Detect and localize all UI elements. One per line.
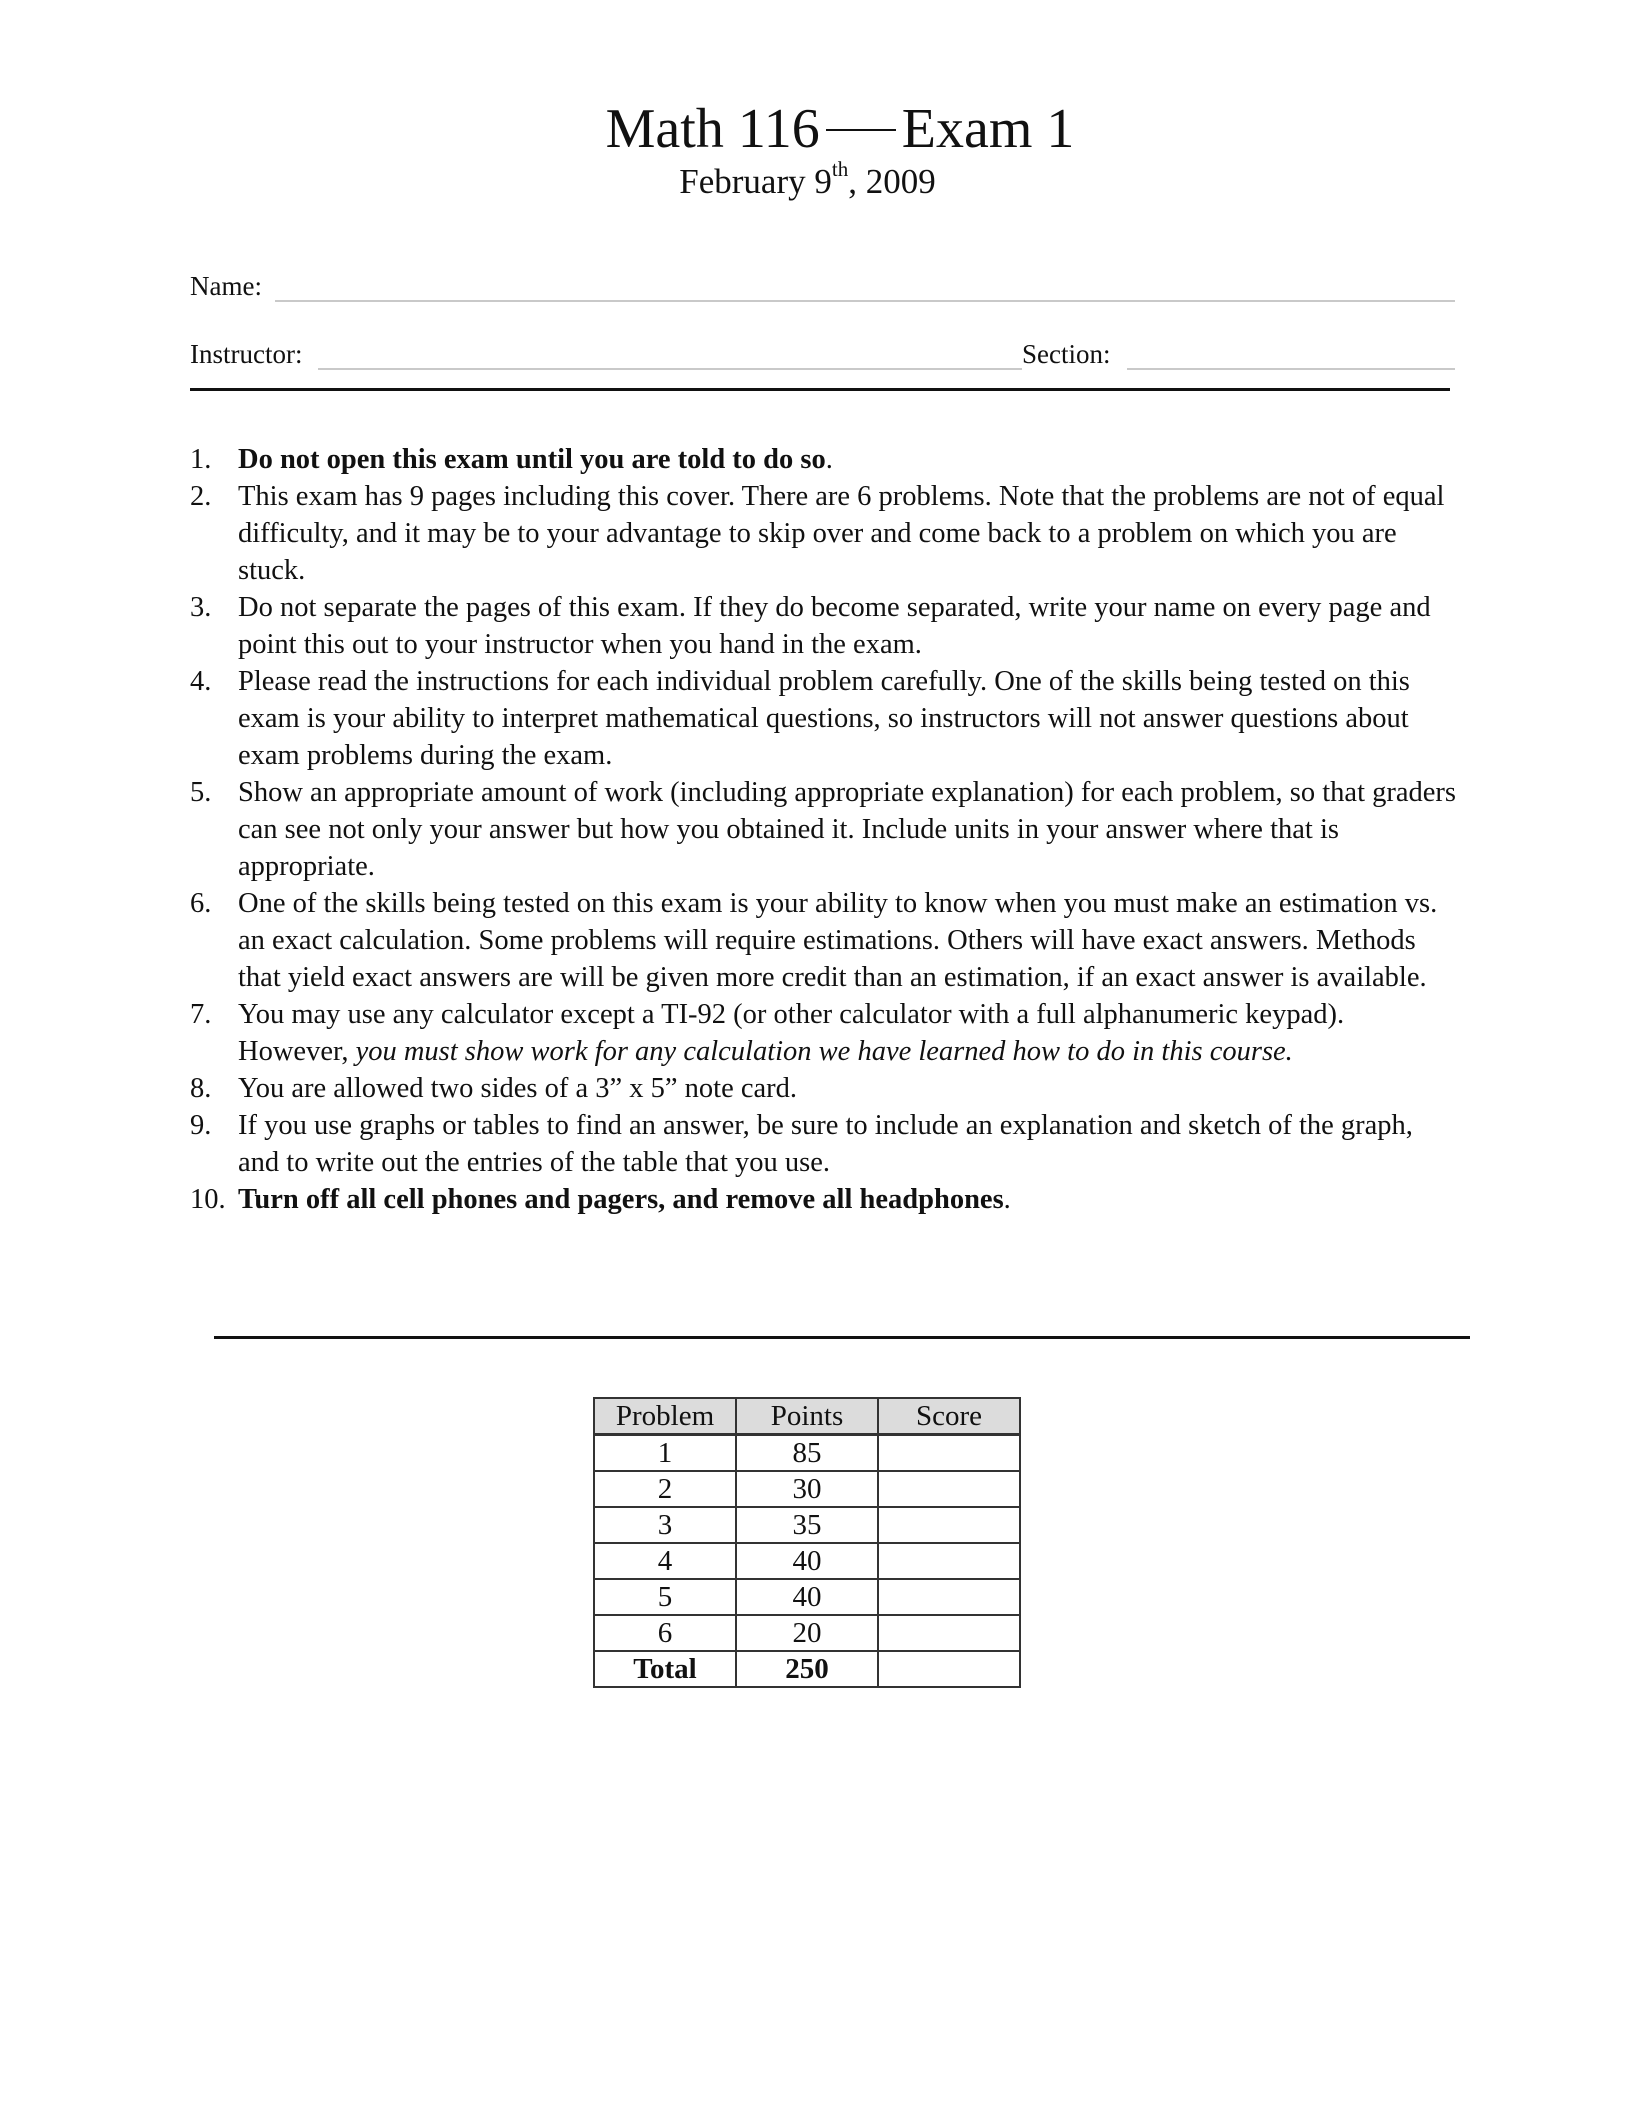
instructor-label: Instructor: [190,339,303,369]
score-table [593,1397,1021,1688]
instruction-text: This exam has 9 pages including this cover. There are 6 problems. Note that the problems are not of equal difficulty, and it may be to your advantage to skip over and come back to a problem on which you are stuck. [238,481,1445,586]
table-row [594,1579,1020,1615]
table-row [594,1543,1020,1579]
score-cell[interactable] [878,1471,1020,1507]
exam-name: Exam 1 [901,98,1075,160]
total-points-cell: 250 [736,1651,878,1687]
score-cell[interactable] [878,1543,1020,1579]
instruction-bold-text: Turn off all cell phones and pagers, and remove all headphones [238,1184,1004,1215]
instruction-text: . [825,444,833,475]
table-row [594,1435,1020,1472]
header-divider [190,388,1450,391]
instruction-item [190,996,1460,1070]
instruction-number: 2. [190,481,212,512]
points-cell: 40 [736,1543,878,1579]
instruction-text: Do not separate the pages of this exam. If they do become separated, write your name on every page and point this out to your instructor when you hand in the exam. [238,592,1431,660]
instruction-number: 10. [190,1184,226,1215]
score-cell[interactable] [878,1615,1020,1651]
instruction-italic-text: you must show work for any calculation we have learned how to do in this course. [355,1036,1293,1067]
date-ordinal-suffix: th [831,157,849,182]
score-cell[interactable] [878,1507,1020,1543]
instruction-text: You are allowed two sides of a 3” x 5” note card. [238,1073,798,1104]
points-cell: 35 [736,1507,878,1543]
points-cell: 85 [736,1435,878,1472]
instruction-number: 9. [190,1110,212,1141]
problem-cell: 3 [594,1507,736,1543]
total-label-cell: Total [594,1651,736,1687]
score-cell[interactable] [878,1435,1020,1472]
total-score-cell[interactable] [878,1651,1020,1687]
instruction-number: 5. [190,777,212,808]
problem-cell: 6 [594,1615,736,1651]
em-dash [826,129,896,131]
instruction-text: Show an appropriate amount of work (including appropriate explanation) for each problem, so that graders can see not only your answer but how you obtained it. Include units in your answer where that is appropriate. [238,777,1456,882]
points-cell: 40 [736,1579,878,1615]
date-year: , 2009 [848,162,936,201]
instruction-item [190,478,1460,589]
table-row [594,1507,1020,1543]
instructions-list [190,441,1460,1218]
problem-cell: 2 [594,1471,736,1507]
column-header-problem: Problem [594,1398,736,1435]
instruction-item [190,1181,1460,1218]
instruction-number: 6. [190,888,212,919]
problem-cell: 5 [594,1579,736,1615]
instruction-item [190,1070,1460,1107]
instruction-item [190,885,1460,996]
column-header-score: Score [878,1398,1020,1435]
name-label: Name: [190,271,262,301]
instruction-text: If you use graphs or tables to find an answer, be sure to include an explanation and sketch of the graph, and to write out the entries of the table that you use. [238,1110,1413,1178]
score-cell[interactable] [878,1579,1020,1615]
instruction-text: Please read the instructions for each individual problem carefully. One of the skills being tested on this exam is your ability to interpret mathematical questions, so instructors will not answer questions about exam problems during the exam. [238,666,1410,771]
instruction-number: 4. [190,666,212,697]
problem-cell: 1 [594,1435,736,1472]
instruction-item [190,441,1460,478]
instruction-number: 1. [190,444,212,475]
section-label: Section: [1022,339,1111,369]
instruction-bold-text: Do not open this exam until you are told to do so [238,444,826,475]
points-cell: 20 [736,1615,878,1651]
table-row [594,1471,1020,1507]
course-name: Math 116 [605,98,820,160]
instruction-text: . [1003,1184,1011,1215]
exam-date [0,157,1615,204]
instruction-text: You may use any calculator except a TI-92 (or other calculator with a full alphanumeric keypad). However, [238,999,1345,1067]
total-row [594,1651,1020,1687]
score-table-header-row [594,1398,1020,1435]
instructor-field[interactable] [318,368,1022,370]
instruction-item [190,774,1460,885]
date-month-day: February 9 [679,162,832,201]
exam-title [0,96,1640,162]
column-header-points: Points [736,1398,878,1435]
instruction-number: 8. [190,1073,212,1104]
points-cell: 30 [736,1471,878,1507]
instruction-text: One of the skills being tested on this exam is your ability to know when you must make an estimation vs. an exact calculation. Some problems will require estimations. Others will have exact answers. Methods that yield exact answers are will be given more credit than an estimation, if an exact answer is available. [238,888,1438,993]
name-field[interactable] [275,300,1455,302]
problem-cell: 4 [594,1543,736,1579]
table-row [594,1615,1020,1651]
instruction-number: 7. [190,999,212,1030]
instruction-number: 3. [190,592,212,623]
section-field[interactable] [1127,368,1455,370]
instructions-divider [214,1336,1470,1339]
instruction-item [190,1107,1460,1181]
instruction-item [190,589,1460,663]
instruction-item [190,663,1460,774]
